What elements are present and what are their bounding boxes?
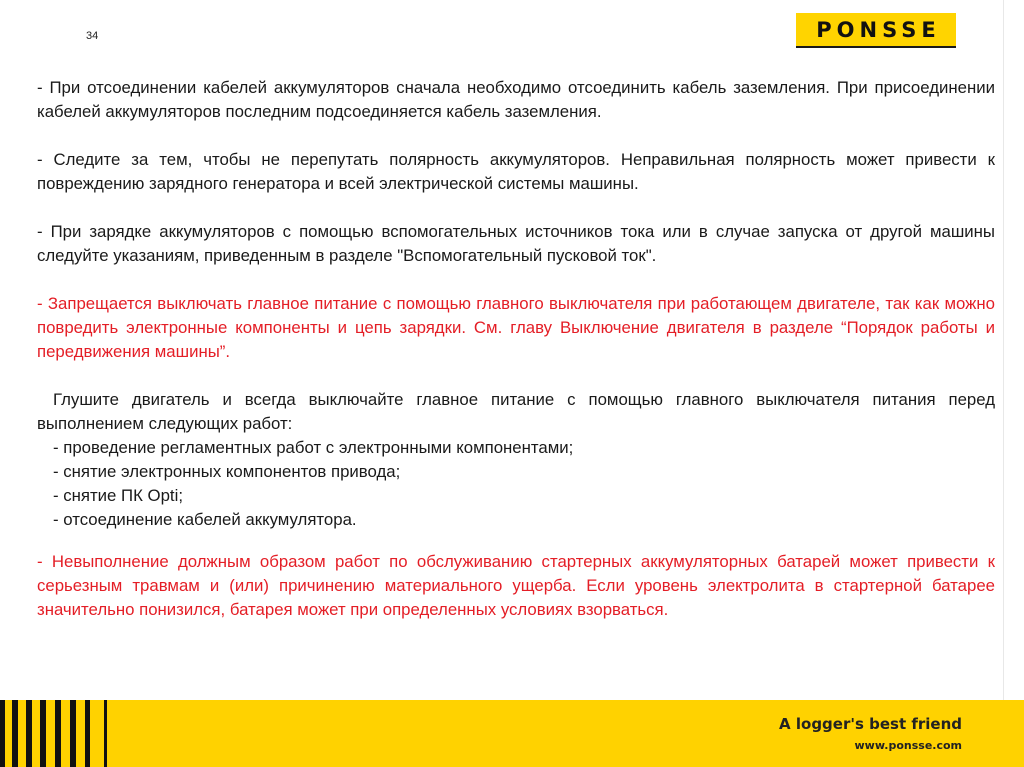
ponsse-logo [796,13,956,48]
footer-website: www.ponsse.com [854,739,962,752]
warning-battery-maintenance: - Невыполнение должным образом работ по обслуживанию стартерных аккумуляторных батарей может привести к серьезным травмам и (или) причинению материального ущерба. Если уровень электролита в стартерной батарее значительно понизился, батарея может при определенных условиях взорваться. [37,552,995,619]
paragraph-charging: - При зарядке аккумуляторов с помощью вспомогательных источников тока или в случае запуска от другой машины следуйте указаниям, приведенным в разделе "Вспомогательный пусковой ток". [37,222,995,265]
warning-main-switch: - Запрещается выключать главное питание с помощью главного выключателя при работающем двигателе, так как можно повредить электронные компоненты и цепь зарядки. См. главу Выключение двигателя в разделе “Порядок работы и передвижения машины”. [37,294,995,361]
list-item: - снятие электронных компонентов привода; [53,462,401,481]
list-item: - проведение регламентных работ с электронными компонентами; [53,438,574,457]
page-number: 34 [86,30,99,42]
slide-content [37,76,995,622]
paragraph-shutdown-intro: Глушите двигатель и всегда выключайте главное питание с помощью главного выключателя питания перед выполнением следующих работ: [37,390,995,433]
footer-bar [0,700,1024,767]
list-item: - отсоединение кабелей аккумулятора. [53,510,357,529]
shutdown-task-list [37,436,995,532]
list-item: - снятие ПК Opti; [53,486,183,505]
footer-tagline: A logger's best friend [779,715,962,733]
logo-text: PONSSE [816,17,941,42]
paragraph-ground-cable: - При отсоединении кабелей аккумуляторов сначала необходимо отсоединить кабель заземления. При присоединении кабелей аккумуляторов последним подсоединяется кабель заземления. [37,78,995,121]
paragraph-polarity: - Следите за тем, чтобы не перепутать полярность аккумуляторов. Неправильная полярность может привести к повреждению зарядного генератора и всей электрической системы машины. [37,150,995,193]
